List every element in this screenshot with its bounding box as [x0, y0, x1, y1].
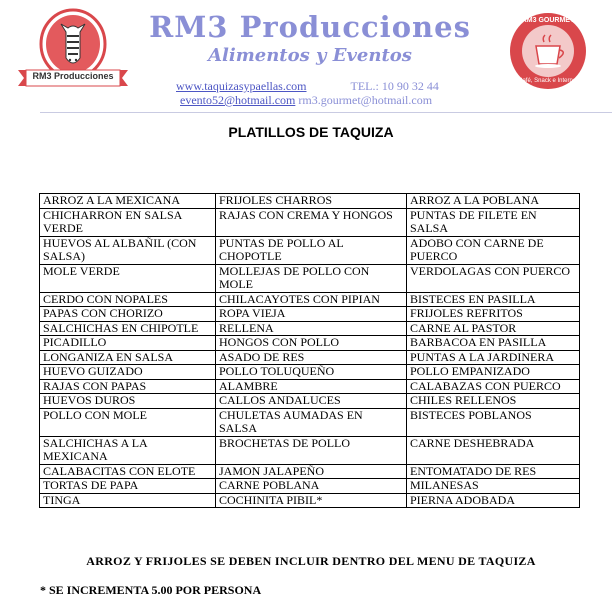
rm3-gourmet-logo: [500, 8, 596, 94]
table-cell: RAJAS CON CREMA Y HONGOS: [216, 208, 407, 236]
table-cell: ADOBO CON CARNE DE PUERCO: [407, 236, 580, 264]
logo-right-sublabel: Café, Snack e Internet: [518, 78, 578, 84]
table-cell: ARROZ A LA POBLANA: [407, 194, 580, 209]
table-row: [40, 194, 580, 209]
table-cell: PUNTAS DE FILETE EN SALSA: [407, 208, 580, 236]
table-cell: ARROZ A LA MEXICANA: [40, 194, 216, 209]
table-cell: BISTECES POBLANOS: [407, 408, 580, 436]
document-title: PLATILLOS DE TAQUIZA: [228, 124, 394, 140]
table-cell: CARNE AL PASTOR: [407, 321, 580, 336]
table-cell: PUNTAS A LA JARDINERA: [407, 350, 580, 365]
table-cell: POLLO TOLUQUEÑO: [216, 365, 407, 380]
table-cell: CHICHARRON EN SALSA VERDE: [40, 208, 216, 236]
table-row: [40, 365, 580, 380]
table-row: [40, 307, 580, 322]
contact-line-1: [176, 79, 439, 94]
table-row: [40, 394, 580, 409]
table-cell: ASADO DE RES: [216, 350, 407, 365]
table-row: [40, 464, 580, 479]
table-row: [40, 264, 580, 292]
table-cell: PAPAS CON CHORIZO: [40, 307, 216, 322]
table-cell: CERDO CON NOPALES: [40, 292, 216, 307]
table-row: [40, 208, 580, 236]
email-link-1[interactable]: evento52@hotmail.com: [180, 93, 296, 107]
table-row: [40, 479, 580, 494]
table-row: [40, 436, 580, 464]
table-cell: FRIJOLES REFRITOS: [407, 307, 580, 322]
phone-number: TEL.: 10 90 32 44: [350, 79, 439, 93]
table-cell: CARNE POBLANA: [216, 479, 407, 494]
table-row: [40, 321, 580, 336]
table-cell: PIERNA ADOBADA: [407, 493, 580, 508]
table-cell: POLLO CON MOLE: [40, 408, 216, 436]
table-cell: TINGA: [40, 493, 216, 508]
table-cell: CARNE DESHEBRADA: [407, 436, 580, 464]
table-cell: HUEVOS DUROS: [40, 394, 216, 409]
logo-right-label: RM3 GOURMET: [521, 17, 575, 24]
table-cell: MOLE VERDE: [40, 264, 216, 292]
table-row: [40, 336, 580, 351]
logo-left-label: RM3 Producciones: [32, 71, 114, 81]
website-link[interactable]: www.taquizasypaellas.com: [176, 79, 307, 93]
table-cell: TORTAS DE PAPA: [40, 479, 216, 494]
table-cell: BARBACOA EN PASILLA: [407, 336, 580, 351]
table-cell: CHULETAS AUMADAS EN SALSA: [216, 408, 407, 436]
table-cell: SALCHICHAS EN CHIPOTLE: [40, 321, 216, 336]
brand-title: RM3 Producciones: [149, 10, 471, 44]
surcharge-note: * SE INCREMENTA 5.00 POR PERSONA: [40, 583, 262, 597]
table-cell: MILANESAS: [407, 479, 580, 494]
table-row: [40, 493, 580, 508]
contact-line-2: [180, 93, 432, 108]
table-cell: CHILACAYOTES CON PIPIAN: [216, 292, 407, 307]
table-cell: HONGOS CON POLLO: [216, 336, 407, 351]
table-cell: POLLO EMPANIZADO: [407, 365, 580, 380]
table-cell: PICADILLO: [40, 336, 216, 351]
table-cell: HUEVO GUIZADO: [40, 365, 216, 380]
table-cell: LONGANIZA EN SALSA: [40, 350, 216, 365]
table-row: [40, 408, 580, 436]
table-cell: JAMON JALAPEÑO: [216, 464, 407, 479]
table-cell: BISTECES EN PASILLA: [407, 292, 580, 307]
table-cell: CALABACITAS CON ELOTE: [40, 464, 216, 479]
brand-subtitle: Alimentos y Eventos: [208, 45, 412, 66]
table-cell: RAJAS CON PAPAS: [40, 379, 216, 394]
table-row: [40, 379, 580, 394]
table-cell: VERDOLAGAS CON PUERCO: [407, 264, 580, 292]
table-cell: ENTOMATADO DE RES: [407, 464, 580, 479]
table-cell: CHILES RELLENOS: [407, 394, 580, 409]
table-cell: CALLOS ANDALUCES: [216, 394, 407, 409]
email-2: rm3.gourmet@hotmail.com: [298, 93, 433, 107]
table-row: [40, 292, 580, 307]
table-cell: ALAMBRE: [216, 379, 407, 394]
table-cell: ROPA VIEJA: [216, 307, 407, 322]
table-cell: MOLLEJAS DE POLLO CON MOLE: [216, 264, 407, 292]
table-cell: HUEVOS AL ALBAÑIL (CON SALSA): [40, 236, 216, 264]
header-divider: [40, 112, 612, 113]
table-cell: COCHINITA PIBIL*: [216, 493, 407, 508]
table-cell: BROCHETAS DE POLLO: [216, 436, 407, 464]
table-cell: FRIJOLES CHARROS: [216, 194, 407, 209]
rice-beans-note: ARROZ Y FRIJOLES SE DEBEN INCLUIR DENTRO DEL MENU DE TAQUIZA: [86, 554, 536, 568]
table-row: [40, 236, 580, 264]
table-cell: SALCHICHAS A LA MEXICANA: [40, 436, 216, 464]
table-cell: PUNTAS DE POLLO AL CHOPOTLE: [216, 236, 407, 264]
dishes-table: [39, 193, 580, 508]
table-row: [40, 350, 580, 365]
table-cell: RELLENA: [216, 321, 407, 336]
table-cell: CALABAZAS CON PUERCO: [407, 379, 580, 394]
